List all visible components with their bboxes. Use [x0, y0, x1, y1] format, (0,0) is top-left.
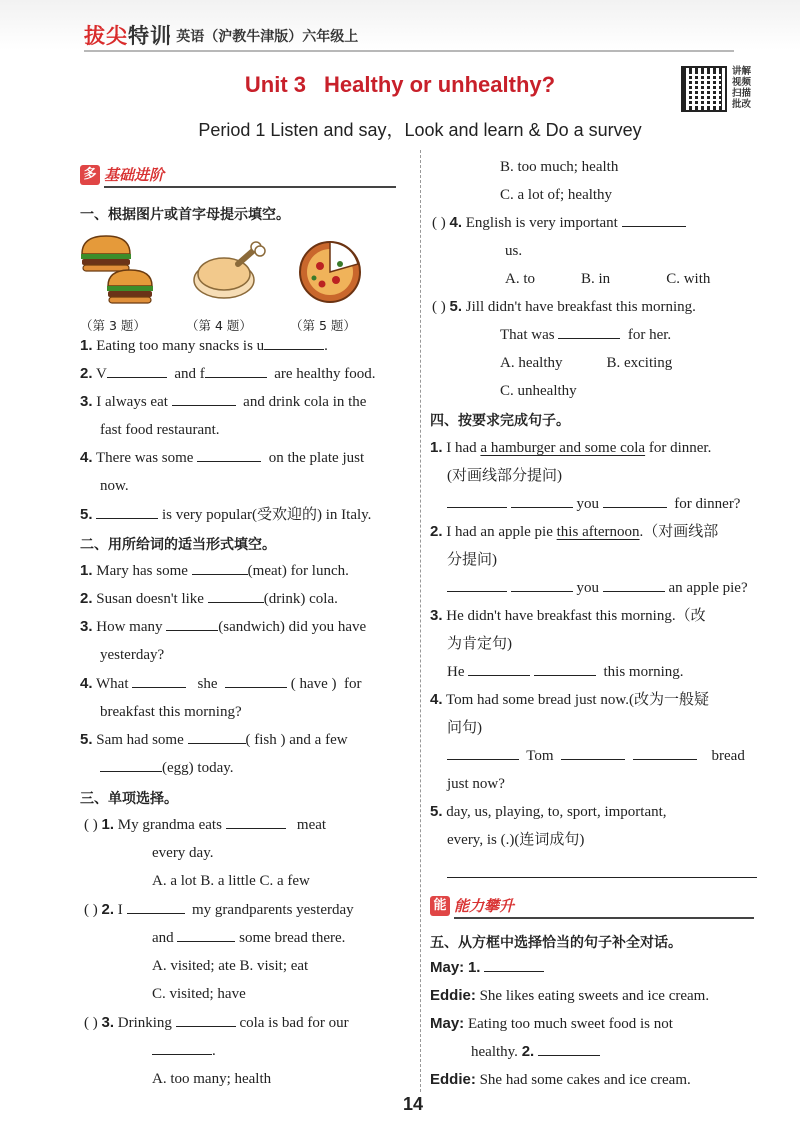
answer-blank[interactable] [197, 448, 261, 462]
section-banner-basic [80, 162, 400, 190]
answer-blank[interactable] [226, 815, 286, 829]
answer-blank[interactable] [447, 494, 507, 508]
s4-q3-instr: 为肯定句) [447, 636, 512, 652]
s1-q4-cont: now. [100, 478, 129, 494]
s3-q2-options-1: A. visited; ate B. visit; eat [152, 958, 309, 974]
answer-blank[interactable] [132, 674, 186, 688]
dialog-line-4: Eddie: She had some cakes and ice cream. [430, 1071, 691, 1088]
s1-q4: 4. There was some on the plate just [80, 449, 365, 466]
qr-code-icon[interactable] [681, 66, 727, 112]
s4-q5-instr: every, is (.)(连词成句) [447, 832, 585, 848]
hamburger-icon [78, 230, 158, 310]
answer-blank[interactable] [264, 336, 324, 350]
s2-q4: 4. What she ( have ) for [80, 675, 362, 692]
s1-q1: 1. Eating too many snacks is u . [80, 337, 328, 354]
banner-label: 基础进阶 [104, 166, 165, 184]
answer-blank[interactable] [603, 494, 667, 508]
answer-blank[interactable] [447, 746, 519, 760]
answer-blank[interactable] [100, 758, 162, 772]
s4-q4: 4. Tom had some bread just now.(改为一般疑 [430, 691, 709, 708]
s3-q3-options-1: A. too many; health [152, 1071, 272, 1087]
s2-q2: 2. Susan doesn't like (drink) cola. [80, 590, 338, 607]
book-subtitle: · 英语（沪教牛津版）六年级上 [166, 29, 359, 45]
s3-q5-options-1: A. healthy B. exciting [500, 355, 673, 371]
s3-q1-options: A. a lot B. a little C. a few [152, 873, 310, 889]
s2-q3: 3. How many (sandwich) did you have [80, 618, 367, 635]
answer-blank[interactable] [511, 578, 573, 592]
s4-q1-answer: you for dinner? [447, 494, 740, 514]
s3-q5-cont: That was for her. [500, 327, 672, 343]
answer-paren[interactable]: ( ) [84, 1015, 98, 1031]
qr-label: 讲解 视频 扫描 批改 [732, 66, 752, 110]
section-heading-1: 一、根据图片或首字母提示填空。 [80, 207, 290, 223]
answer-blank[interactable] [127, 900, 185, 914]
header-rule [84, 50, 734, 52]
answer-blank[interactable] [192, 561, 248, 575]
s3-q3-options-3: C. a lot of; healthy [500, 187, 613, 203]
dialog-line-3: May: Eating too much sweet food is not [430, 1015, 673, 1032]
answer-blank[interactable] [447, 578, 507, 592]
answer-paren[interactable]: ( ) [432, 215, 446, 231]
s2-q3-cont: yesterday? [100, 647, 165, 663]
s3-q1-cont: every day. [152, 845, 214, 861]
answer-paren[interactable]: ( ) [432, 299, 446, 315]
answer-blank[interactable] [208, 589, 264, 603]
s3-q4-options: A. to B. in C. with [505, 271, 711, 287]
section-banner-advanced [430, 893, 760, 921]
answer-blank[interactable] [538, 1042, 600, 1056]
s4-q4-answer: Tom bread [447, 746, 745, 766]
s3-q5: ( ) 5. Jill didn't have breakfast this morning. [432, 298, 696, 315]
s4-q2-instr: 分提问) [447, 552, 497, 568]
answer-blank[interactable] [603, 578, 665, 592]
s3-q2: ( ) 2. I my grandparents yesterday [84, 901, 354, 918]
caption-q5: （第 5 题） [290, 318, 356, 333]
s4-q2-answer: you an apple pie? [447, 578, 748, 598]
answer-blank[interactable] [176, 1013, 236, 1027]
s2-q1: 1. Mary has some (meat) for lunch. [80, 562, 349, 579]
s1-q3: 3. I always eat and drink cola in the [80, 393, 367, 410]
answer-paren[interactable]: ( ) [84, 902, 98, 918]
answer-paren[interactable]: ( ) [84, 817, 98, 833]
s4-q1-instr: (对画线部分提问) [447, 468, 562, 484]
s3-q1: ( ) 1. My grandma eats meat [84, 816, 327, 833]
dialog-line-3-cont: healthy. 2. [471, 1042, 600, 1062]
answer-blank[interactable] [633, 746, 697, 760]
s4-q2: 2. I had an apple pie this afternoon.（对画线部 [430, 523, 719, 540]
answer-blank[interactable] [177, 928, 235, 942]
answer-blank[interactable] [561, 746, 625, 760]
s3-q2-options-2: C. visited; have [152, 986, 246, 1002]
banner-label: 能力攀升 [454, 897, 515, 915]
answer-blank[interactable] [622, 213, 686, 227]
s4-q3: 3. He didn't have breakfast this morning.（改 [430, 607, 706, 624]
s1-q2: 2. V and f are healthy food. [80, 365, 376, 382]
s3-q2-cont: and some bread there. [152, 930, 346, 946]
s4-q1: 1. I had a hamburger and some cola for dinner. [430, 439, 712, 456]
s3-q3-options-2: B. too much; health [500, 159, 619, 175]
brand-logo: 拔尖特训 [84, 24, 172, 48]
section-heading-2: 二、用所给词的适当形式填空。 [80, 537, 276, 553]
s4-q4-answer-cont: just now? [447, 776, 505, 792]
roast-chicken-icon [190, 238, 270, 302]
pizza-icon [294, 234, 366, 306]
s3-q3-cont: . [152, 1041, 216, 1061]
s4-q5: 5. day, us, playing, to, sport, important, [430, 803, 667, 820]
answer-blank[interactable] [558, 325, 620, 339]
caption-q3: （第 3 题） [80, 318, 146, 333]
dialog-line-2: Eddie: She likes eating sweets and ice cream. [430, 987, 710, 1004]
banner-tag-icon: 能 [430, 896, 450, 916]
answer-line[interactable] [447, 864, 757, 878]
s2-q4-cont: breakfast this morning? [100, 704, 242, 720]
s4-q3-answer: He this morning. [447, 664, 684, 680]
answer-blank[interactable] [166, 617, 218, 631]
section-heading-5: 五、从方框中选择恰当的句子补全对话。 [430, 935, 682, 951]
answer-blank[interactable] [107, 364, 167, 378]
s3-q3: ( ) 3. Drinking cola is bad for our [84, 1014, 349, 1031]
s3-q5-options-2: C. unhealthy [500, 383, 577, 399]
answer-blank[interactable] [468, 662, 530, 676]
answer-blank[interactable] [205, 364, 267, 378]
answer-blank[interactable] [534, 662, 596, 676]
period-subtitle: Period 1 Listen and say，Look and learn & Do a survey [198, 120, 642, 140]
s2-q5-cont: (egg) today. [100, 758, 234, 778]
s1-q3-cont: fast food restaurant. [100, 422, 220, 438]
answer-blank[interactable] [511, 494, 573, 508]
caption-q4: （第 4 题） [186, 318, 252, 333]
answer-blank[interactable] [484, 958, 544, 972]
answer-blank[interactable] [96, 505, 158, 519]
answer-blank[interactable] [225, 674, 287, 688]
section-heading-3: 三、单项选择。 [80, 791, 178, 807]
section-heading-4: 四、按要求完成句子。 [430, 413, 570, 429]
s1-q5: 5. is very popular(受欢迎的) in Italy. [80, 506, 372, 523]
answer-blank[interactable] [188, 730, 246, 744]
answer-blank[interactable] [152, 1041, 212, 1055]
s4-q4-instr: 问句) [447, 720, 482, 736]
column-divider [420, 150, 421, 1092]
dialog-line-1: May: 1. [430, 958, 544, 978]
page-number: 14 [402, 1094, 424, 1114]
s3-q4-cont: us. [505, 243, 523, 259]
banner-tag-icon: 多 [80, 165, 100, 185]
answer-blank[interactable] [172, 392, 236, 406]
unit-title: Unit 3 Healthy or unhealthy? [244, 72, 556, 97]
s3-q4: ( ) 4. English is very important [432, 213, 686, 233]
s2-q5: 5. Sam had some ( fish ) and a few [80, 731, 348, 748]
